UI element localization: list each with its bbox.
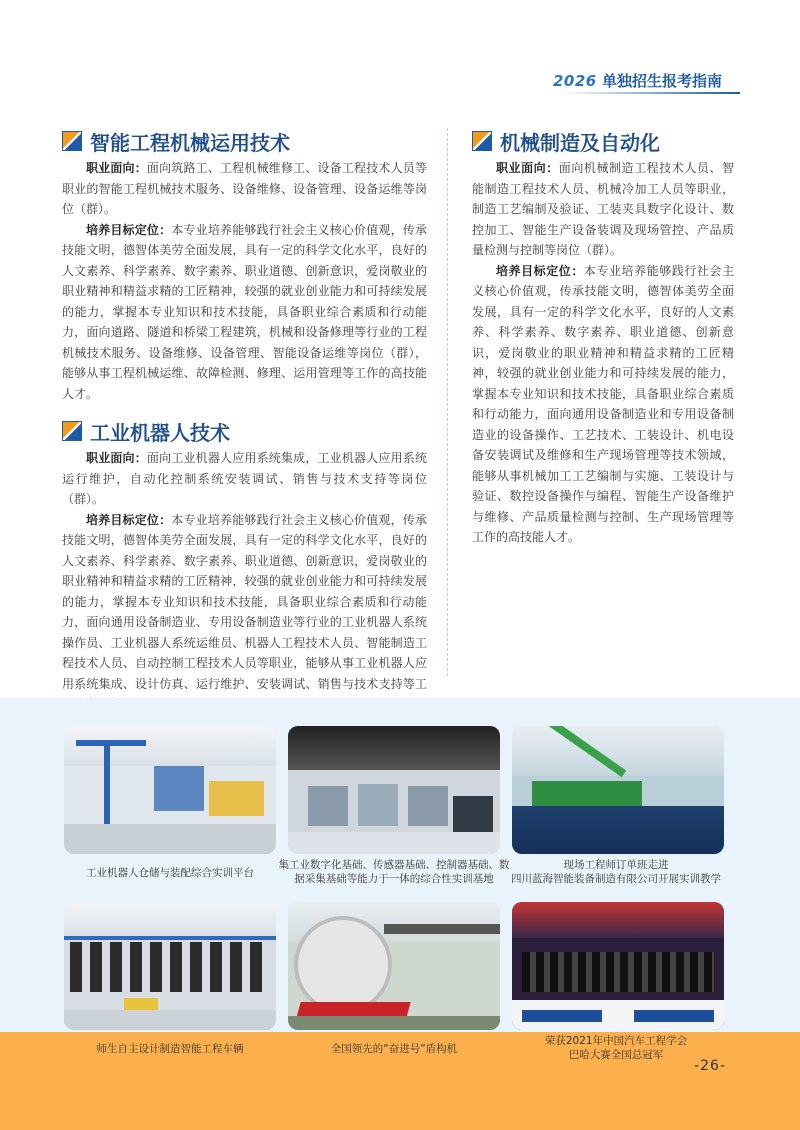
caption-training-base: 集工业数字化基础、传感器基础、控制器基础、数据采集基础等能力于一体的综合性实训基地 <box>278 859 510 885</box>
caption-baja-championship: 荣获2021年中国汽车工程学会 巴哈大赛全国总冠军 <box>544 1035 688 1061</box>
page-number: -26- <box>694 1058 726 1074</box>
goal-lead: 培养目标定位： <box>86 512 172 527</box>
occupation-lead: 职业面向： <box>496 161 559 175</box>
section-title-text: 智能工程机械运用技术 <box>90 130 290 155</box>
occupation-paragraph <box>62 158 427 220</box>
goal-lead: 培养目标定位： <box>496 263 584 278</box>
goal-text: 本专业培养能够践行社会主义核心价值观，传承技能文明，德智体美劳全面发展，具有一定的科学文化水平，良好的人文素养、科学素养、数字素养、职业道德、创新意识，爱岗敬业的职业精神和精益求精的工匠精神，较强的就业创业能力和可持续发展的能力，掌握本专业知识和技术技能，具备职业综合素质和行动能力，面向通用设备制造业、专用设备制造业等行业的工业机器人系统操作员、工业机器人系统运维员、机器人工程技术人员、智能制造工程技术人员、自动控制工程技术人员等职业，能够从事工业机器人应用系统集成、设计仿真、运行维护、安装调试、销售与技术支持等工 <box>62 512 427 691</box>
section-flag-icon <box>472 131 492 151</box>
header-title: 单独招生报考指南 <box>601 72 722 90</box>
occupation-text: 面向工业机器人应用系统集成，工业机器人应用系统运行维护，自动化控制系统安装调试、销售与技术支持等岗位（群）。 <box>62 451 427 506</box>
goal-text: 本专业培养能够践行社会主义核心价值观，传承技能文明，德智体美劳全面发展，具有一定的科学文化水平，良好的人文素养、科学素养、数字素养、职业道德、创新意识，爱岗敬业的职业精神和精益求精的工匠精神，较强的就业创业能力和可持续发展的能力，掌握本专业知识和技术技能，具备职业综合素质和行动能力，面向道路、隧道和桥梁工程建筑，机械和设备修理等行业的工程机械技术服务、设备维修、设备管理、智能设备运维等岗位（群），能够从事工程机械运维、故障检测、修理、运用管理等工作的高技能人才。 <box>62 222 427 401</box>
occupation-paragraph <box>62 448 427 510</box>
occupation-text: 面向筑路工、工程机械维修工、设备工程技术人员等职业的智能工程机械技术服务、设备维修、设备管理、设备运维等岗位（群）。 <box>62 161 427 216</box>
caption-tunnel-boring-machine: 全国领先的“奋进号”盾构机 <box>330 1043 458 1055</box>
occupation-paragraph <box>472 158 734 261</box>
goal-lead: 培养目标定位： <box>86 222 172 237</box>
section-title-intelligent-engineering-machinery <box>62 128 427 154</box>
header-underline <box>560 92 740 94</box>
occupation-lead: 职业面向： <box>86 161 147 175</box>
caption-intelligent-vehicle: 师生自主设计制造智能工程车辆 <box>96 1043 244 1055</box>
goal-text: 本专业培养能够践行社会主义核心价值观，传承技能文明，德智体美劳全面发展，具有一定的科学文化水平，良好的人文素养、科学素养、数字素养、职业道德、创新意识，爱岗敬业的职业精神和精益求精的工匠精神，较强的就业创业能力和可持续发展的能力，掌握本专业知识和技术技能，具备职业综合素质和行动能力，面向通用设备制造业和专用设备制造业的设备操作、工艺技术、工装设计、机电设备安装调试及维修和生产现场管理等技术领域，能够从事机械加工工艺编制与实施、工装设计与验证、数控设备操作与编程、智能生产设备维护与维修、产品质量检测与控制、生产现场管理等工作的高技能人才。 <box>472 263 734 544</box>
photo-digital-training-base <box>288 726 500 854</box>
photo-baja-championship <box>512 902 724 1030</box>
section-title-industrial-robot <box>62 418 427 444</box>
goal-paragraph <box>62 510 427 715</box>
photo-intelligent-vehicle <box>64 902 276 1030</box>
section-title-mechanical-manufacturing <box>472 128 734 154</box>
occupation-lead: 职业面向： <box>86 451 147 465</box>
photo-field-engineer-class <box>512 726 724 854</box>
photo-tunnel-boring-machine <box>288 902 500 1030</box>
caption-robot-platform: 工业机器人仓储与装配综合实训平台 <box>86 867 254 879</box>
goal-paragraph <box>62 220 427 405</box>
section-title-text: 机械制造及自动化 <box>500 130 660 155</box>
section-title-text: 工业机器人技术 <box>90 420 230 445</box>
caption-field-engineer: 现场工程师订单班走进 四川蓝海智能装备制造有限公司开展实训教学 <box>511 859 721 885</box>
right-column <box>472 128 734 548</box>
photo-robot-warehouse-platform <box>64 726 276 854</box>
guide-header <box>553 70 722 91</box>
header-year: 2026 <box>553 72 597 90</box>
column-divider <box>447 128 448 676</box>
left-column <box>62 128 427 715</box>
section-flag-icon <box>62 421 82 441</box>
section-flag-icon <box>62 131 82 151</box>
occupation-text: 面向机械制造工程技术人员、智能制造工程技术人员、机械冷加工人员等职业，制造工艺编制及验证、工装夹具数字化设计、数控加工、智能生产设备装调及现场管控、产品质量检测与控制等岗位（群）。 <box>472 161 734 257</box>
goal-paragraph <box>472 261 734 548</box>
